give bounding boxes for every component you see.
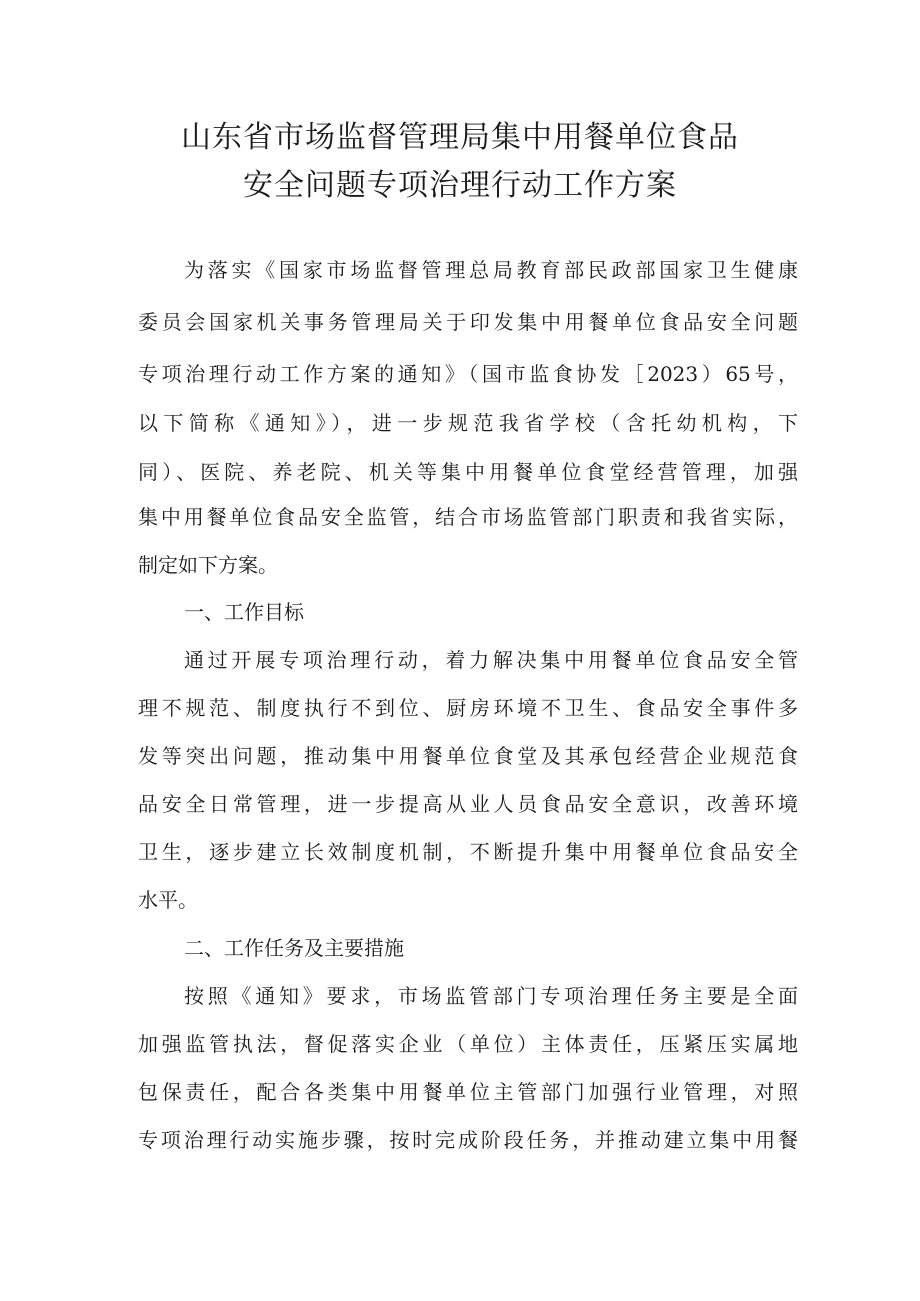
section-1-line-4: 品安全日常管理，进一步提高从业人员食品安全意识，改善环境 [138, 792, 798, 816]
intro-line-4: 以下简称《通知》），进一步规范我省学校（含托幼机构，下 [138, 411, 798, 435]
section-1-line-3: 发等突出问题，推动集中用餐单位食堂及其承包经营企业规范食 [138, 744, 798, 768]
section-2-line-4: 专项治理行动实施步骤，按时完成阶段任务，并推动建立集中用餐 [138, 1128, 798, 1152]
intro-line-5: 同）、医院、养老院、机关等集中用餐单位食堂经营管理，加强 [138, 460, 798, 484]
section-1-line-1: 通过开展专项治理行动，着力解决集中用餐单位食品安全管 [184, 648, 798, 672]
section-2-line-1: 按照《通知》要求，市场监管部门专项治理任务主要是全面 [184, 984, 798, 1008]
intro-line-6: 集中用餐单位食品安全监管，结合市场监管部门职责和我省实际， [138, 505, 798, 529]
section-2-line-2: 加强监管执法，督促落实企业（单位）主体责任，压紧压实属地 [138, 1032, 798, 1056]
intro-line-7: 制定如下方案。 [138, 553, 278, 577]
section-2-heading: 二、工作任务及主要措施 [184, 936, 404, 960]
intro-line-1: 为落实《国家市场监督管理总局教育部民政部国家卫生健康 [184, 258, 798, 282]
section-1-line-6: 水平。 [138, 888, 198, 912]
section-1-line-2: 理不规范、制度执行不到位、厨房环境不卫生、食品安全事件多 [138, 696, 798, 720]
section-1-line-5: 卫生，逐步建立长效制度机制，不断提升集中用餐单位食品安全 [138, 840, 798, 864]
intro-line-2: 委员会国家机关事务管理局关于印发集中用餐单位食品安全问题 [138, 310, 798, 334]
document-title-line-2: 安全问题专项治理行动工作方案 [243, 168, 677, 203]
document-title-line-1: 山东省市场监督管理局集中用餐单位食品 [181, 120, 739, 155]
section-2-line-3: 包保责任，配合各类集中用餐单位主管部门加强行业管理，对照 [138, 1080, 798, 1104]
intro-line-3: 专项治理行动工作方案的通知》（国市监食协发［2023）65号， [138, 362, 798, 386]
section-1-heading: 一、工作目标 [184, 600, 304, 624]
